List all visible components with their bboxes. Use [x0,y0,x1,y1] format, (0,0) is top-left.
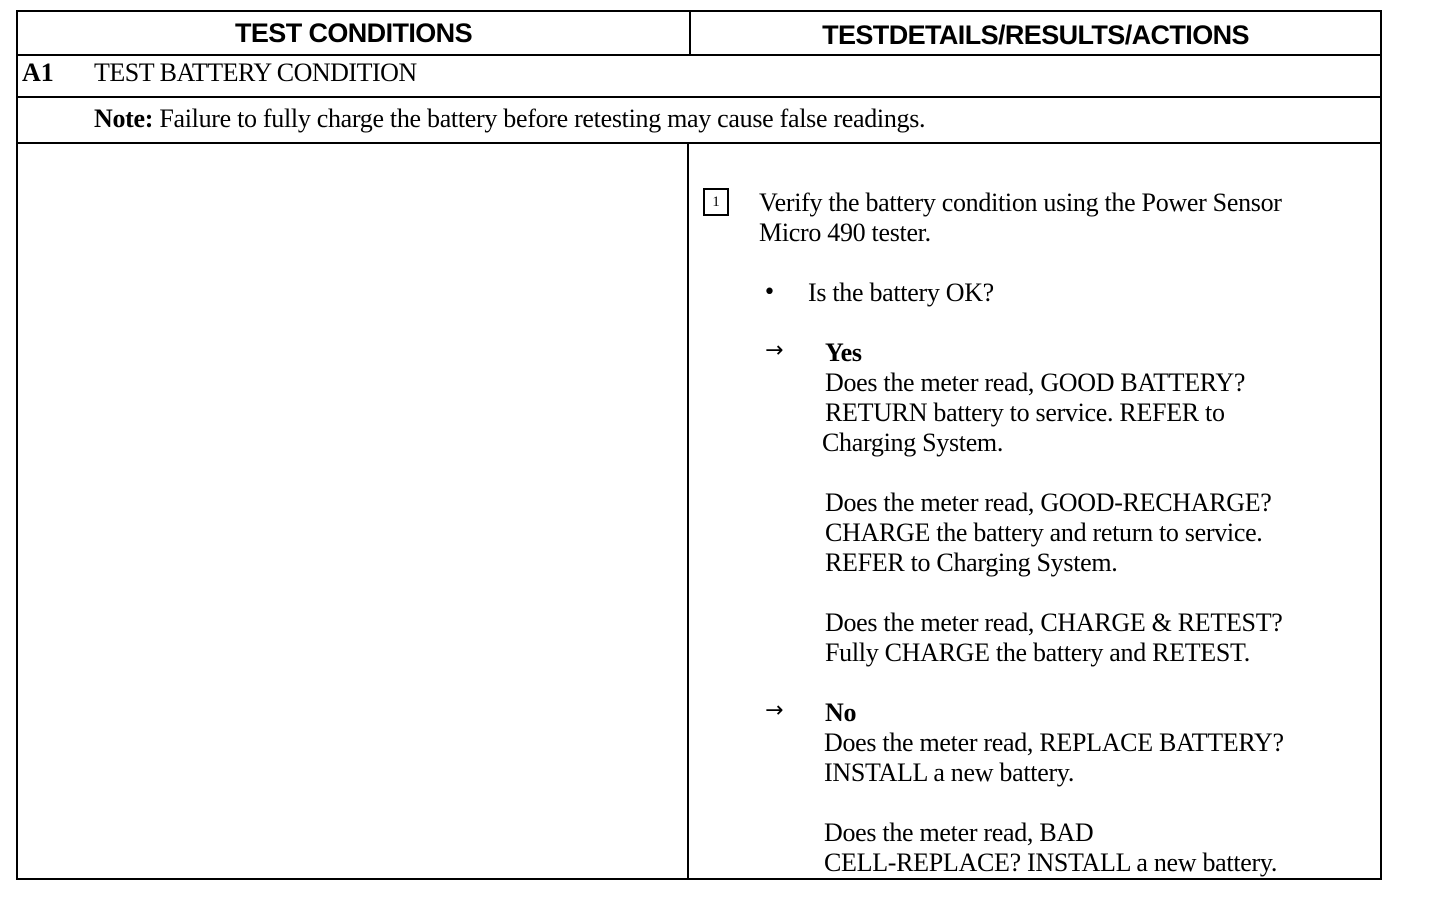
no-block-2-line-1: Does the meter read, BAD [824,818,1094,847]
step-question: Is the battery OK? [808,278,994,307]
yes-block-2-line-3: REFER to Charging System. [825,548,1118,577]
procedure-table [16,10,1382,880]
yes-label: Yes [825,338,862,367]
step-number-box: 1 [703,188,729,216]
right-arrow-icon: → [765,338,784,363]
right-arrow-icon: → [765,698,784,723]
yes-block-3-line-1: Does the meter read, CHARGE & RETEST? [825,608,1283,637]
section-divider [18,96,1380,98]
yes-block-1-line-1: Does the meter read, GOOD BATTERY? [825,368,1246,397]
yes-block-2-line-2: CHARGE the battery and return to service. [825,518,1263,547]
yes-block-3-line-2: Fully CHARGE the battery and RETEST. [825,638,1250,667]
note-text: Failure to fully charge the battery before retesting may cause false readings. [153,104,926,133]
header-test-details: TESTDETAILS/RESULTS/ACTIONS [822,19,1249,50]
note [94,104,925,134]
section-title: TEST BATTERY CONDITION [94,58,417,87]
section-code: A1 [22,58,54,87]
bullet-icon: • [763,280,776,305]
no-block-1-line-1: Does the meter read, REPLACE BATTERY? [824,728,1284,757]
step-text-line-2: Micro 490 tester. [759,218,931,247]
no-label: No [825,698,857,727]
step-text-line-1: Verify the battery condition using the Power Sensor [759,188,1282,217]
yes-block-1-line-2: RETURN battery to service. REFER to [825,398,1225,427]
yes-block-1-line-3: Charging System. [822,428,1004,457]
yes-block-2-line-1: Does the meter read, GOOD-RECHARGE? [825,488,1272,517]
header-test-conditions: TEST CONDITIONS [234,17,472,48]
note-label: Note: [94,104,154,133]
no-block-1-line-2: INSTALL a new battery. [824,758,1075,787]
test-conditions-cell [18,144,687,878]
body-column-divider [687,142,689,878]
no-block-2-line-2: CELL-REPLACE? INSTALL a new battery. [824,848,1278,877]
